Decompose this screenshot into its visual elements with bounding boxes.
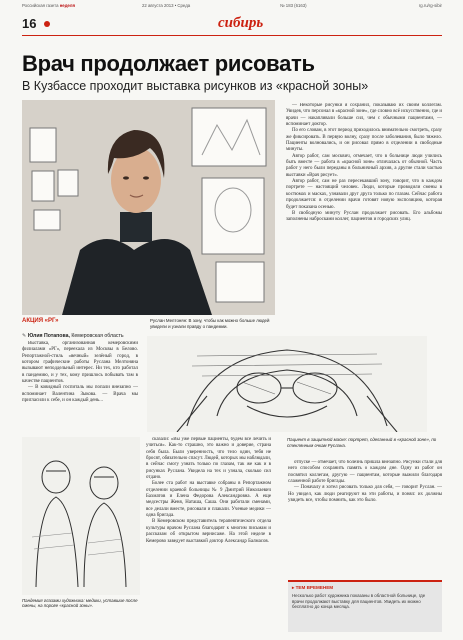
paragraph: — Некоторые рисунки я сохранил, показываю их своим коллегам. Увидев, что персонал в «красной зоне», где словно всё искусственно, где и врачи — накапливали больше сил, чем с обычными пациентами, — вспоминает доктор.: [286, 103, 442, 128]
photo-caption: Руслан Мелтонян: В зону, чтобы как можно больше людей увидели и узнали правду о пандемии.: [150, 318, 270, 329]
masthead: [22, 3, 442, 11]
article-column-4: [288, 460, 442, 574]
byline: [22, 333, 124, 339]
site-url: rg.ru/rg-sibir: [418, 3, 442, 8]
inset-heading-text: ТЕМ ВРЕМЕНЕМ: [295, 585, 334, 590]
page-header-bar: [22, 14, 442, 36]
sidebar-inset: [288, 580, 442, 632]
paper-prefix: Российская газета: [22, 3, 59, 8]
subheadline: В Кузбассе проходит выставка рисунков из «красной зоны»: [22, 79, 369, 93]
paragraph: — В ковидный госпиталь мы попали внезапно — вспоминает Валентина Зыкова. — Врача мы пригласили к себе, и он каждый день...: [22, 385, 138, 404]
medics-sketch-drawing: [22, 437, 140, 595]
doctor-portrait-photo: [22, 100, 275, 315]
paper-name: [22, 3, 75, 8]
paragraph: сказали: «Вы уже первые пациенты, будем все лечить и учиться». Как-то страшно, это важно и доверие, страна себя была. Были уверенность, что тело один, тебя не бросят, обязательно спасут. Людей, которых мы наблюдали, в сейчас смогу узнать только по глазам, так же как и в рисунках Руслана. Увидела на тех и узнала, сколько сил отдано.: [146, 437, 271, 481]
inset-text: Несколько работ художника показаны в областной больнице, где врачи продолжают выставку для пациентов. Увидеть их можно бесплатно до конца месяца.: [292, 593, 426, 609]
paragraph: Выставка, организованная кемеровскими филиалами «РГ», переехала из Москвы в Белово. Репортажной-стиль «вечный» зелёный город, в котором графические работы Руслана Мелтоняна вызывают неподдельный интерес. Ни тех, кто работал в пандемию, и у тех, кому пришлось побывать там в качестве пациентов.: [22, 341, 138, 385]
medics-sketch: [22, 437, 140, 595]
author-place: Кемеровская область: [71, 333, 124, 339]
paragraph: По его словам, в этот период приходилось внимательно смотреть, сразу же фиксировать. В первую волну, сразу после заболевания, было тяжело. Пациенты волновались, и он рисовал прямо в отделении в свободные минуты.: [286, 128, 442, 153]
paragraph: Автор работ, сам не раз пересекавший зону, говорит, что в каждом портрете — настоящий человек. Люди, которые проводили смены в костюмах и масках, узнавали друг друга только по глазам. Сейчас работа продолжается: в отделении врачи готовят новую экспозицию, которая будет показана осенью.: [286, 179, 442, 210]
paragraph: Автор работ, сам москвич, отмечает, что в больнице люди учились быть вместе — работа в «красной зоне» отличалась от обычной. Часть работ у него были переданы в больничный архив, а другие стали частью выставки «Врач рисует».: [286, 153, 442, 178]
paragraph: В свободную минуту Руслан продолжает рисовать. Его альбомы заполнены набросками коллег, пациентов и городских улиц.: [286, 210, 442, 223]
section-title: сибирь: [218, 15, 264, 31]
mask-sketch-drawing: [147, 336, 427, 432]
medics-sketch-caption: Пандемия глазами художника: медики, уставшие после смены, на пороге «красной зоны».: [22, 598, 138, 609]
photo-tag: АКЦИЯ «РГ»: [22, 318, 59, 324]
headline: Врач продолжает рисовать: [22, 51, 315, 76]
article-column-2: [146, 437, 271, 633]
pen-icon: ✎: [22, 333, 27, 339]
mask-sketch-caption: Пациент в защитной маске: портрет, сделанный в «красной зоне», по стеклянным очкам Руслана.: [287, 437, 437, 448]
article-column-1: [22, 341, 138, 435]
mask-sketch: [147, 336, 427, 432]
paragraph: Более ста работ на выставке собраны в Репортажном отделении краевой больницы № 9 Дмитрий Николаевич Бахматов и Елена Федорова Александровна. А еще медсестры Женя, Наташа, Саша. Они работали сменами, все делали вместе, рисовали и плакали. Ученые медики — одна бригада.: [146, 481, 271, 519]
inset-heading: [292, 585, 438, 591]
paragraph: отпуске — отмечает, что болезнь пришла внезапно. Рисунки стали для него способом сохранить память о каждом дне. Одну из работ он посвятил коллегам, другую — пациентам, которые выжили благодаря слаженной работе бригады.: [288, 460, 442, 485]
paragraph: В Кемеровском представитель терапевтического отдела культуры врачом Руслана благодарят к многим письмам и рассказам об открытом вернисаже. На этой неделе в Кемерово заведует выставкой доктор Александр Балмасов.: [146, 519, 271, 544]
page-dot-icon: [44, 21, 50, 27]
paper-suffix: неделя: [59, 3, 76, 8]
issue-date: 22 августа 2013 • Среда: [142, 3, 191, 8]
author-name: Юлия Потапова,: [27, 333, 70, 339]
triangle-icon: ▸: [292, 585, 295, 590]
page-number: 16: [22, 16, 37, 31]
paragraph: — Поначалу я хотел рисовать только для себя, — говорит Руслан. — Но увидел, как люди реагируют на эти работы, и понял: их должны увидеть все, чтобы помнить, как это было.: [288, 485, 442, 504]
article-column-3: [286, 103, 442, 365]
portrait-illustration: [22, 100, 275, 315]
issue-number: № 183 (6163): [280, 3, 307, 8]
